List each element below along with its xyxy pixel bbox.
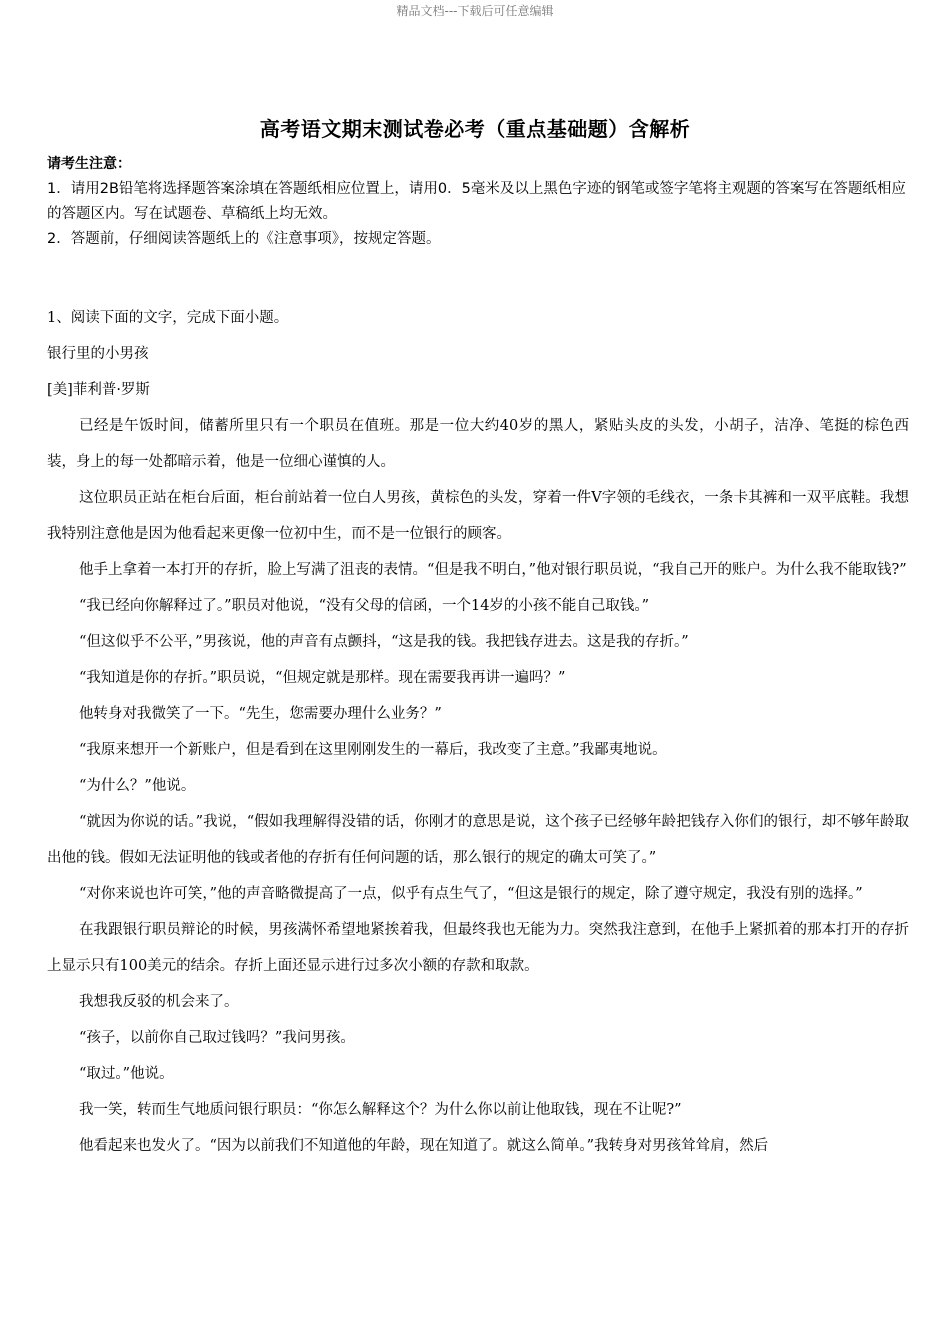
reading-passage [47, 300, 909, 1164]
story-author: [美]菲利普·罗斯 [47, 382, 150, 398]
story-paragraph: 他看起来也发火了。“因为以前我们不知道他的年龄，现在知道了。就这么简单。”我转身对男孩耸耸肩，然后 [79, 1138, 769, 1154]
notice-item: 1．请用2B铅笔将选择题答案涂填在答题纸相应位置上，请用0．5毫米及以上黑色字迹的钢笔或签字笔将主观题的答案写在答题纸相应的答题区内。写在试题卷、草稿纸上均无效。 [47, 181, 906, 222]
story-paragraph: “孩子，以前你自己取过钱吗？”我问男孩。 [79, 1030, 355, 1046]
story-paragraph: 这位职员正站在柜台后面，柜台前站着一位白人男孩，黄棕色的头发，穿着一件V字领的毛线衣，一条卡其裤和一双平底鞋。我想我特别注意他是因为他看起来更像一位初中生，而不是一位银行的顾客。 [47, 490, 909, 542]
story-paragraph: “取过。”他说。 [79, 1066, 174, 1082]
story-paragraph: 已经是午饭时间，储蓄所里只有一个职员在值班。那是一位大约40岁的黑人，紧贴头皮的头发，小胡子，洁净、笔挺的棕色西装，身上的每一处都暗示着，他是一位细心谨慎的人。 [47, 418, 909, 470]
story-title: 银行里的小男孩 [47, 346, 149, 362]
story-paragraph: “但这似乎不公平，”男孩说，他的声音有点颤抖，“这是我的钱。我把钱存进去。这是我的存折。” [79, 634, 689, 650]
story-paragraph: 他手上拿着一本打开的存折，脸上写满了沮丧的表情。“但是我不明白，”他对银行职员说，“我自己开的账户。为什么我不能取钱?” [79, 562, 907, 578]
story-paragraph: “就因为你说的话。”我说，“假如我理解得没错的话，你刚才的意思是说，这个孩子已经够年龄把钱存入你们的银行，却不够年龄取出他的钱。假如无法证明他的钱或者他的存折有任何问题的话，那么银行的规定的确太可笑了。” [47, 814, 909, 866]
story-paragraph: 我想我反驳的机会来了。 [79, 994, 239, 1010]
story-paragraph: “我原来想开一个新账户，但是看到在这里刚刚发生的一幕后，我改变了主意。”我鄙夷地说。 [79, 742, 667, 758]
exam-notice [47, 152, 907, 252]
story-paragraph: 在我跟银行职员辩论的时候，男孩满怀希望地紧挨着我，但最终我也无能为力。突然我注意到，在他手上紧抓着的那本打开的存折上显示只有100美元的结余。存折上面还显示进行过多次小额的存款和取款。 [47, 922, 909, 974]
notice-item: 2．答题前，仔细阅读答题纸上的《注意事项》，按规定答题。 [47, 231, 441, 247]
story-paragraph: “我已经向你解释过了。”职员对他说，“没有父母的信函，一个14岁的小孩不能自己取钱。” [79, 598, 650, 614]
story-paragraph: 我一笑，转而生气地质问银行职员：“你怎么解释这个？为什么你以前让他取钱，现在不让呢?” [79, 1102, 682, 1118]
story-paragraph: “我知道是你的存折。”职员说，“但规定就是那样。现在需要我再讲一遍吗？” [79, 670, 566, 686]
story-paragraph: “为什么？”他说。 [79, 778, 196, 794]
story-paragraph: 他转身对我微笑了一下。“先生，您需要办理什么业务？” [79, 706, 442, 722]
story-paragraph: “对你来说也许可笑，”他的声音略微提高了一点，似乎有点生气了，“但这是银行的规定，除了遵守规定，我没有别的选择。” [79, 886, 863, 902]
document-title: 高考语文期末测试卷必考（重点基础题）含解析 [259, 117, 691, 141]
question-prompt: 1、阅读下面的文字，完成下面小题。 [47, 310, 289, 326]
watermark-header: 精品文档---下载后可任意编辑 [396, 4, 554, 18]
notice-heading: 请考生注意： [47, 156, 131, 172]
